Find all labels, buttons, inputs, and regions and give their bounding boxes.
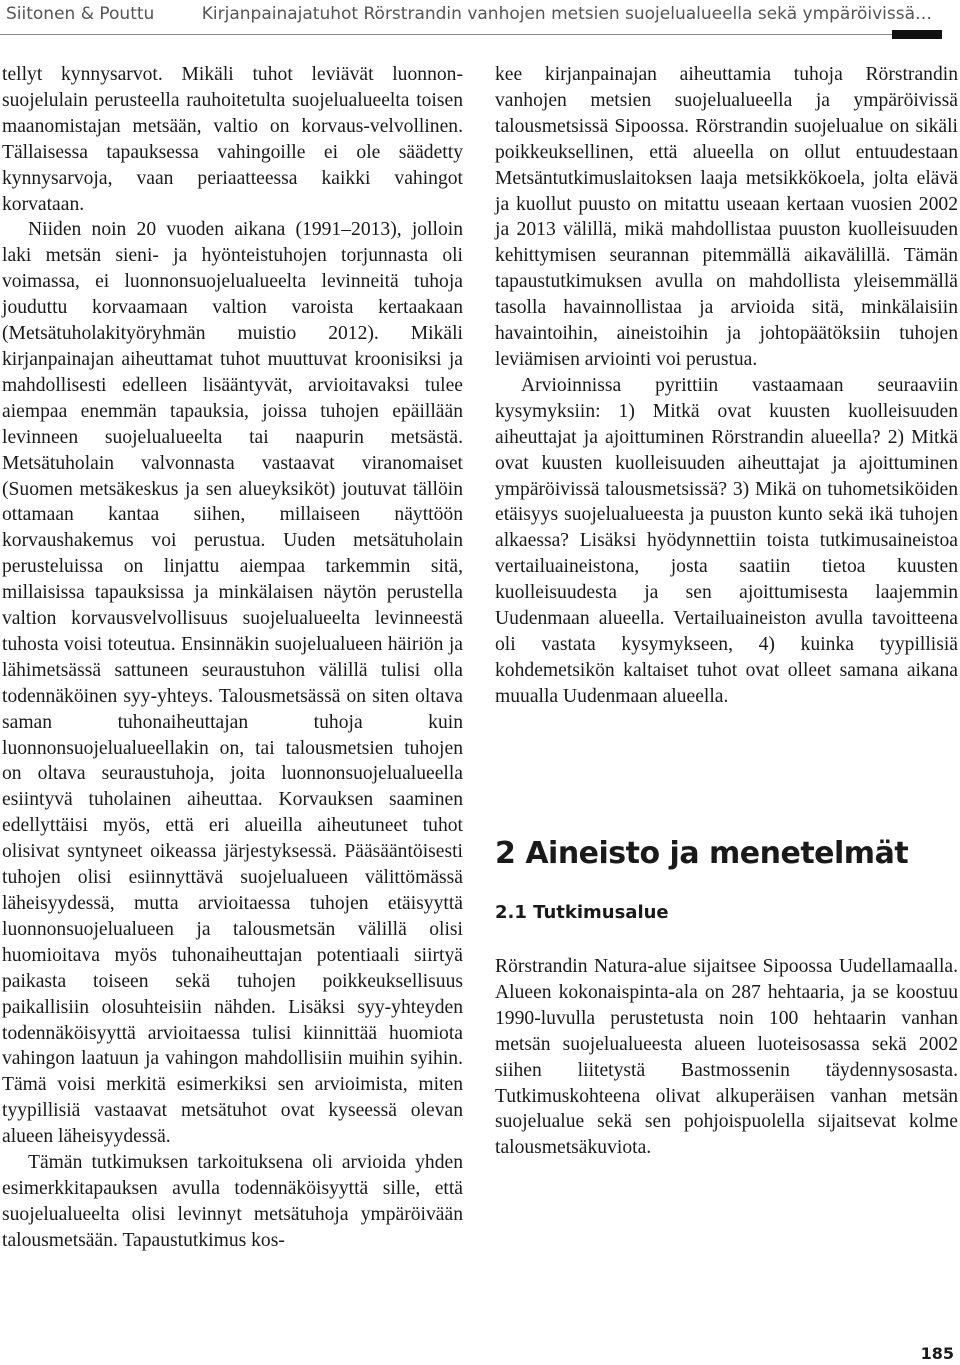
paragraph: Arvioinnissa pyrittiin vastaamaan seuraaviin kysymyksiin: 1) Mitkä ovat kuusten kuolleisuuden aiheuttajat ja ajoittuminen Rörstrandin alueella? 2) Mitkä ovat kuusten kuolleisuuden aiheuttajat ja ajoittuminen ympäröivissä talousmetsissä? 3) Mikä on tuhometsiköiden etäisyys suojelualueesta ja puuston kunto sekä ikä tuhojen alkaessa? Lisäksi hyödynnettiin toista tutkimusaineistoa vertailuaineistona, josta saatiin tietoa kuusten kuolleisuudesta ja sen ajoittumisesta laajemmin Uudenmaan alueella. Vertailuaineiston avulla tavoitteena oli vastata kysymykseen, 4) kuinka tyypillisiä kohdemetsikön kaltaiset tuhot ovat olleet samana aikana muualla Uudenmaan alueella. [495, 374, 958, 707]
section-body [495, 954, 958, 1161]
paragraph: Rörstrandin Natura-alue sijaitsee Sipoossa Uudellamaalla. Alueen kokonaispinta-ala on 287 hehtaaria, ja se koostuu 1990-luvulla perustetusta noin 100 hehtaarin vanhan metsän suojelualueesta alueen luoteisosassa sekä 2002 siihen liitetystä Bastmossenin täydennysosasta. Tutkimuskohteena olivat alkuperäisen vanhan metsän suojelualue sekä sen pohjoispuolella sijaitsevat kolme talousmetsäkuviota. [495, 956, 958, 1159]
page-number: 185 [920, 1344, 954, 1363]
header-rule [0, 34, 918, 35]
paragraph: Niiden noin 20 vuoden aikana (1991–2013), jolloin laki metsän sieni- ja hyönteistuhojen torjunnasta oli voimassa, ei luonnonsuojelualueelta levinneitä tuhoja jouduttu korvaamaan valtion varoista kertaakaan (Metsätuholakityöryhmän muistio 2012). Mikäli kirjanpainajan aiheuttamat tuhot muuttuvat kroonisiksi ja mahdollisesti edelleen lisääntyvät, arvioitavaksi tulee aiempaa enemmän tapauksia, joissa tuhojen epäillään levinneen suojelualueelta tai naapurin metsästä. Metsätuholain valvonnasta vastaavat viranomaiset (Suomen metsäkeskus ja sen alueyksiköt) joutuvat tällöin ottamaan kantaa siihen, millaiseen näyttöön korvaushakemus voi perustua. Uuden metsätuholain perusteluissa on linjattu aiempaa tarkemmin sitä, millaisissa tapauksissa ja minkälaisen näytön perustella valtion korvausvelvollisuus suojelualueelta levinneestä tuhosta voisi toteutua. Ensinnäkin suojelualueen häiriön ja lähimetsässä sattuneen seuraustuhon välillä tulisi olla todennäköinen syy-yhteys. Talousmetsässä on siten oltava saman tuhonaiheuttajan tuhoja kuin luonnonsuojelualueellakin on, tai talousmetsien tuhojen on oltava seuraustuhoja, joita luonnonsuojelualueella esiintyvä tuholainen aiheuttaa. Korvauksen saaminen edellyttäisi myös, että eri alueilla aiheutuneet tuhot olisivat syntyneet oikeassa järjestyksessä. Pääsääntöisesti tuhojen olisi esiinnyttävä suojelualueen välittömässä läheisyydessä, mutta arvioitaessa tuhojen etäisyyttä luonnonsuojelualueen ja talousmetsän välillä olisi huomioitava myös tuhonaiheuttajan potentiaali siirtyä paikasta toiseen sekä tuhojen poikkeuksellisuus paikallisiin olosuhteisiin nähden. Lisäksi syy-yhteyden todennäköisyyttä arvioitaessa tulisi kiinnittää huomiota vahingon laatuun ja vahingon mahdollisiin muihin syihin. Tämä voisi merkitä esimerkiksi sen arvioimista, miten tyypillisiä vastaavat metsätuhot ovat kyseessä olevan alueen läheisyydessä. [2, 219, 463, 1148]
running-header [0, 0, 960, 46]
header-authors: Siitonen & Pouttu [6, 4, 155, 24]
header-running-title: Kirjanpainajatuhot Rörstrandin vanhojen metsien suojelualueella sekä ympäröivissä… [201, 4, 932, 24]
header-bar-decoration [892, 30, 942, 39]
left-column [2, 62, 463, 1254]
paragraph: kee kirjanpainajan aiheuttamia tuhoja Rörstrandin vanhojen metsien suojelualueella ja ympäröivissä talousmetsissä Sipoossa. Rörstrandin suojelualue on sikäli poikkeuksellinen, että alueella on ollut entuudestaan Metsäntutkimuslaitoksen laaja metsikkökoela, jolta elävä ja kuollut puusto on mitattu useaan kertaan vuosien 2002 ja 2013 välillä, mikä mahdollistaa puuston kuolleisuuden kehittymisen seurannan pitemmällä aikavälillä. Tämän tapaustutkimuksen avulla on mahdollista yleisemmällä tasolla havainnollistaa ja arvioida sitä, minkälaisiin havaintoihin, aineistoihin ja johtopäätöksiin tuhojen leviämisen arviointi voi perustua. [495, 64, 958, 370]
paragraph: Tämän tutkimuksen tarkoituksena oli arvioida yhden esimerkkitapauksen avulla todennäköisyyttä sille, että suojelualueelta olisi levinnyt metsätuhoja ympäröivään talousmetsään. Tapaustutkimus kos- [2, 1152, 463, 1251]
paragraph: tellyt kynnysarvot. Mikäli tuhot leviävät luonnon-suojelulain perusteella rauhoitetulta suojelualueelta toisen maanomistajan metsään, valtio on korvaus-velvollinen. Tällaisessa tapauksessa vahingoille ei ole säädetty kynnysarvoja, vaan periaatteessa kaikki vahingot korvataan. [2, 64, 463, 215]
section-heading: 2 Aineisto ja menetelmät [495, 836, 909, 871]
subsection-heading: 2.1 Tutkimusalue [495, 902, 669, 923]
right-column [495, 62, 958, 710]
